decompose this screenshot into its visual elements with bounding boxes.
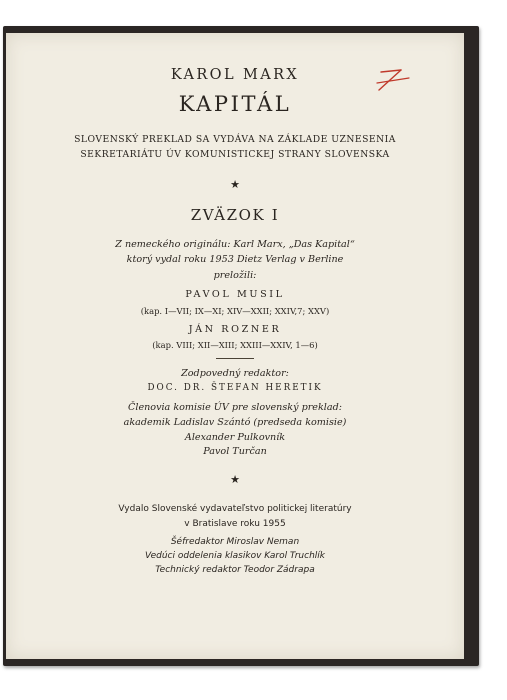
staff-line-3: Technický redaktor Teodor Zádrapa (155, 565, 315, 575)
title-page (6, 33, 464, 659)
origin-line-3: preložili: (213, 270, 257, 281)
publisher-line-2: v Bratislave roku 1955 (184, 519, 286, 529)
editor-name: DOC. DR. ŠTEFAN HERETIK (147, 383, 323, 393)
editor-label: Zodpovedný redaktor: (181, 368, 289, 379)
subtitle-line-1: SLOVENSKÝ PREKLAD SA VYDÁVA NA ZÁKLADE UZNESENIA (74, 134, 396, 145)
staff-line-2: Vedúci oddelenia klasikov Karol Truchlík (144, 551, 326, 561)
translator-2-name: JÁN ROZNER (188, 324, 282, 335)
committee-line-4: Pavol Turčan (203, 446, 267, 457)
volume-heading: ZVÄZOK I (190, 206, 280, 224)
subtitle-line-2: SEKRETARIÁTU ÚV KOMUNISTICKEJ STRANY SLOVENSKA (80, 149, 390, 160)
divider-rule (216, 358, 254, 359)
committee-line-1: Členovia komisie ÚV pre slovenský preklad: (128, 402, 342, 413)
translator-1-name: PAVOL MUSIL (185, 289, 285, 300)
origin-line-1: Z nemeckého originálu: Karl Marx, „Das Kapital“ (115, 239, 355, 250)
star-ornament-1: ★ (230, 178, 240, 191)
staff-line-1: Šéfredaktor Miroslav Neman (170, 537, 300, 547)
author-name: KAROL MARX (170, 67, 300, 83)
origin-line-2: ktorý vydal roku 1953 Dietz Verlag v Berline (126, 254, 344, 265)
translator-2-chapters: (kap. VIII; XII—XIII; XXIII—XXIV, 1—6) (152, 340, 318, 350)
publisher-line-1: Vydalo Slovenské vydavateľstvo politickej literatúry (118, 504, 352, 514)
translator-1-chapters: (kap. I—VII; IX—XI; XIV—XXII; XXIV,7; XXV) (140, 306, 330, 316)
star-ornament-2: ★ (230, 473, 240, 486)
committee-line-2: akademik Ladislav Szántó (predseda komisie) (123, 417, 347, 428)
book-title: KAPITÁL (178, 92, 292, 116)
committee-line-3: Alexander Pulkovník (184, 432, 286, 443)
